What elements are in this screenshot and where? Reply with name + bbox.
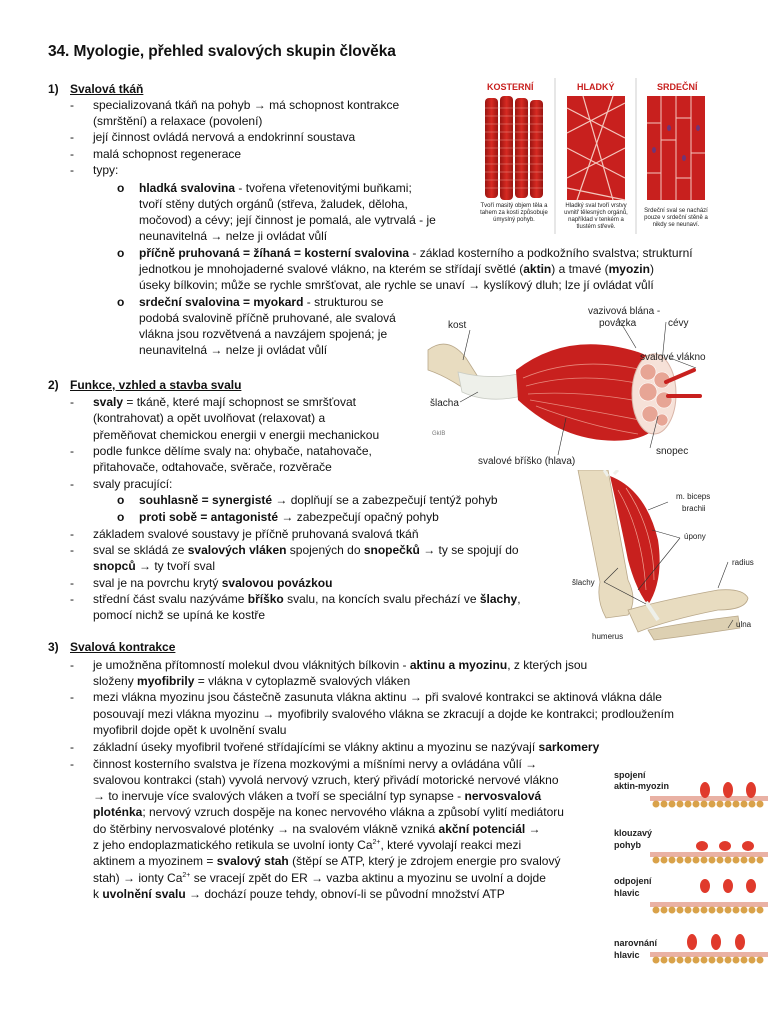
list-dash: -: [70, 395, 74, 409]
list-item-cont: → to inervuje více svalových vláken a tvoří se speciální typ synapse - nervosvalová: [93, 789, 542, 803]
sub-item-smooth: hladká svalovina - tvořena vřetenovitými buňkami;: [139, 181, 412, 195]
list-item-cont: k uvolnění svalu → dochází pouze tehdy, obnoví-li se původní množství ATP: [93, 887, 505, 901]
sub-item-antagonists: proti sobě = antagonisté → zabezpečují opačný pohyb: [139, 510, 439, 524]
list-item-cont: přeměňovat chemickou energii v energii mechanickou: [93, 428, 380, 442]
sub-item-cont: neunavitelná → nelze ji ovládat vůlí: [139, 229, 328, 243]
list-item: je umožněna přítomností molekul dvou vláknitých bílkovin - aktinu a myozinu, z kterých jsou: [93, 658, 588, 672]
list-item: sval se skládá ze svalových vláken spojených do snopečků → ty se spojují do: [93, 543, 519, 557]
cardiac-title: SRDEČNÍ: [657, 82, 698, 92]
list-item-cont: stah) → ionty $Ca^{2+}$ se vracejí zpět do ER → vazba aktinu a myozinu se uvolní a dojde: [93, 871, 546, 885]
label-muscle-fibre: svalové vlákno: [640, 352, 706, 363]
skeletal-title: KOSTERNÍ: [487, 82, 534, 92]
smooth-caption: Hladký sval tvoří vrstvy uvnitř tělesných orgánů, například v tenkém a tlustém střevě.: [564, 203, 628, 230]
step-2-label: klouzavý: [614, 828, 653, 838]
muscle-types-figure: [473, 78, 713, 234]
label-muscle-belly: svalové bříško (hlava): [478, 456, 576, 467]
section-1-title: Svalová tkáň: [70, 82, 144, 96]
label-vessels: cévy: [668, 318, 689, 329]
cardiac-caption: Srdeční sval se nachází pouze v srdeční stěně a nikdy se neunaví.: [644, 208, 708, 228]
cardiac-muscle-icon: [647, 96, 705, 200]
list-item: její činnost ovládá nervová a endokrinní soustava: [93, 130, 356, 144]
sub-item-cardiac: srdeční svalovina = myokard - strukturou se: [139, 295, 384, 309]
step-1-label: spojení: [614, 770, 646, 780]
list-item-cont: pomocí nichž se upíná ke kostře: [93, 608, 266, 622]
list-item-cont: do štěrbiny nervosvalové ploténky → na svalovém vlákně vzniká akční potenciál →: [93, 822, 541, 836]
list-item-cont: přitahovače, odtahovače, svěrače, rozvěrače: [93, 460, 332, 474]
section-2-title: Funkce, vzhled a stavba svalu: [70, 378, 242, 392]
label-radius: radius: [732, 558, 754, 567]
circle-bullet-icon: o: [117, 510, 125, 524]
muscle-structure-figure: [418, 300, 708, 472]
sub-item-cont: vlákna jsou rozvětvená a navzájem spojená; je: [139, 327, 388, 341]
list-item-cont: ploténka; nervový vzruch dospěje na konec nervového vlákna a způsobí vylití mediátoru: [93, 805, 564, 819]
list-item-cont: snopců → ty tvoří sval: [93, 559, 216, 573]
label-bundle: snopec: [656, 446, 689, 457]
step-1-label-2: aktin-myozin: [614, 781, 670, 791]
list-dash: -: [70, 527, 74, 541]
biceps-illustration: [568, 470, 766, 642]
list-item-cont: posouvají mezi vlákna myozinu → myofibrily svalového vlákna se zkracují a dojde ke kontrakci; prodloužením: [93, 707, 674, 721]
label-attachments: úpony: [684, 532, 706, 541]
list-dash: -: [70, 740, 74, 754]
sub-item-cont: úseky bílkovin; může se rychle smršťovat, ale rychle se unaví → kyslíkový dluh; lze jí ovládat vůlí: [139, 278, 654, 292]
circle-bullet-icon: o: [117, 246, 125, 260]
label-fascia-2: povázka: [599, 318, 637, 329]
smooth-title: HLADKÝ: [577, 82, 615, 92]
step-2-label-2: pohyb: [614, 840, 641, 850]
sub-item-cont: podobá svalovině příčně pruhované, ale svalová: [139, 311, 396, 325]
step-4-label-2: hlavic: [614, 950, 640, 960]
label-bone: kost: [448, 320, 467, 331]
page-title: 34. Myologie, přehled svalových skupin člověka: [48, 43, 396, 60]
list-dash: -: [70, 576, 74, 590]
section-3-heading: 3) Svalová kontrakce: [48, 640, 176, 654]
list-item-cont: z jeho endoplazmatického retikula se uvolní ionty $Ca^{2+}$, které vyvolají reakci mezi: [93, 838, 522, 852]
list-item-cont: aktinem a myozinem = svalový stah (štěpí se ATP, který je zdrojem energie pro svalový: [93, 854, 561, 868]
step-3-label: odpojení: [614, 876, 652, 886]
step-3-diagram: [650, 879, 768, 914]
sub-item-cont: neunavitelná → nelze ji ovládat vůlí: [139, 343, 328, 357]
circle-bullet-icon: o: [117, 295, 125, 309]
section-3-title: Svalová kontrakce: [70, 640, 176, 654]
label-tendon: šlacha: [430, 398, 459, 409]
sub-item-striated: příčně pruhovaná = žíhaná = kosterní svalovina - základ kosterního a podkožního svalstva; strukturní: [139, 246, 693, 260]
list-item-cont: svalovou kontrakci (stah) vyvolá nervový vzruch, který přivádí motorické nervové vlákno: [93, 773, 559, 787]
list-item: typy:: [93, 163, 119, 177]
biceps-figure: [568, 470, 766, 642]
list-dash: -: [70, 98, 74, 112]
step-3-label-2: hlavic: [614, 888, 640, 898]
list-item: základem svalové soustavy je příčně pruhovaná svalová tkáň: [93, 527, 419, 541]
label-credit: GkIB: [432, 431, 446, 437]
list-item-cont: (smrštění) a relaxace (povolení): [93, 114, 263, 128]
list-item: svaly pracující:: [93, 477, 173, 491]
label-biceps: m. biceps: [676, 492, 711, 501]
list-item-cont: složeny myofibrily = vlákna v cytoplazmě svalových vláken: [93, 674, 411, 688]
sub-item-synergists: souhlasně = synergisté → doplňují se a zabezpečují tentýž pohyb: [139, 493, 498, 507]
skeletal-caption: Tvoří masitý objem těla a tahem za kosti způsobuje úmyslný pohyb.: [480, 203, 548, 223]
step-4-diagram: [650, 934, 768, 964]
list-item: malá schopnost regenerace: [93, 147, 242, 161]
list-item-cont: (kontrahovat) a opět uvolňovat (relaxovat) a: [93, 411, 326, 425]
list-dash: -: [70, 690, 74, 704]
list-item-cont: myofibril dojde opět k uvolnění svalu: [93, 723, 287, 737]
list-item: specializovaná tkáň na pohyb → má schopnost kontrakce: [93, 98, 400, 112]
sub-item-cont: tvoří stěny dutých orgánů (střeva, žaludek, děloha,: [139, 197, 408, 211]
circle-bullet-icon: o: [117, 181, 125, 195]
list-dash: -: [70, 592, 74, 606]
list-dash: -: [70, 147, 74, 161]
section-2-heading: 2) Funkce, vzhled a stavba svalu: [48, 378, 242, 392]
section-1-heading: 1) Svalová tkáň: [48, 82, 144, 96]
sub-item-cont: močovod) a cévy; její činnost je pomalá, ale vytrvalá - je: [139, 213, 436, 227]
contraction-figure: [610, 760, 768, 972]
label-tendons: šlachy: [572, 578, 595, 587]
list-item: základní úseky myofibril tvořené střídajícími se vlákny aktinu a myozinu se nazývají sarkomery: [93, 740, 600, 754]
list-item: činnost kosterního svalstva je řízena mozkovými a míšními nervy a ovládána vůlí →: [93, 757, 538, 771]
list-item: svaly = tkáně, které mají schopnost se smršťovat: [93, 395, 356, 409]
list-dash: -: [70, 543, 74, 557]
list-dash: -: [70, 477, 74, 491]
label-fascia: vazivová blána -: [588, 306, 661, 317]
sub-item-cont: jednotkou je mnohojaderné svalové vlákno, na kterém se střídají světlé (aktin) a tmavé (myozin): [139, 262, 654, 276]
label-humerus: humerus: [592, 632, 624, 641]
list-dash: -: [70, 444, 74, 458]
list-item: sval je na povrchu krytý svalovou povázkou: [93, 576, 333, 590]
smooth-muscle-icon: [567, 96, 625, 200]
circle-bullet-icon: o: [117, 493, 125, 507]
list-dash: -: [70, 658, 74, 672]
list-item: podle funkce dělíme svaly na: ohybače, natahovače,: [93, 444, 372, 458]
list-item: střední část svalu nazýváme bříško svalu, na koncích svalu přechází ve šlachy,: [93, 592, 521, 606]
list-dash: -: [70, 130, 74, 144]
step-2-diagram: [650, 841, 768, 864]
list-item: mezi vlákna myozinu jsou částečně zasunuta vlákna aktinu → při svalové kontrakci se aktinová vlákna dále: [93, 690, 662, 704]
label-biceps-2: brachii: [682, 504, 706, 513]
list-dash: -: [70, 757, 74, 771]
list-dash: -: [70, 163, 74, 177]
step-4-label: narovnání: [614, 938, 658, 948]
label-ulna: ulna: [736, 620, 752, 629]
